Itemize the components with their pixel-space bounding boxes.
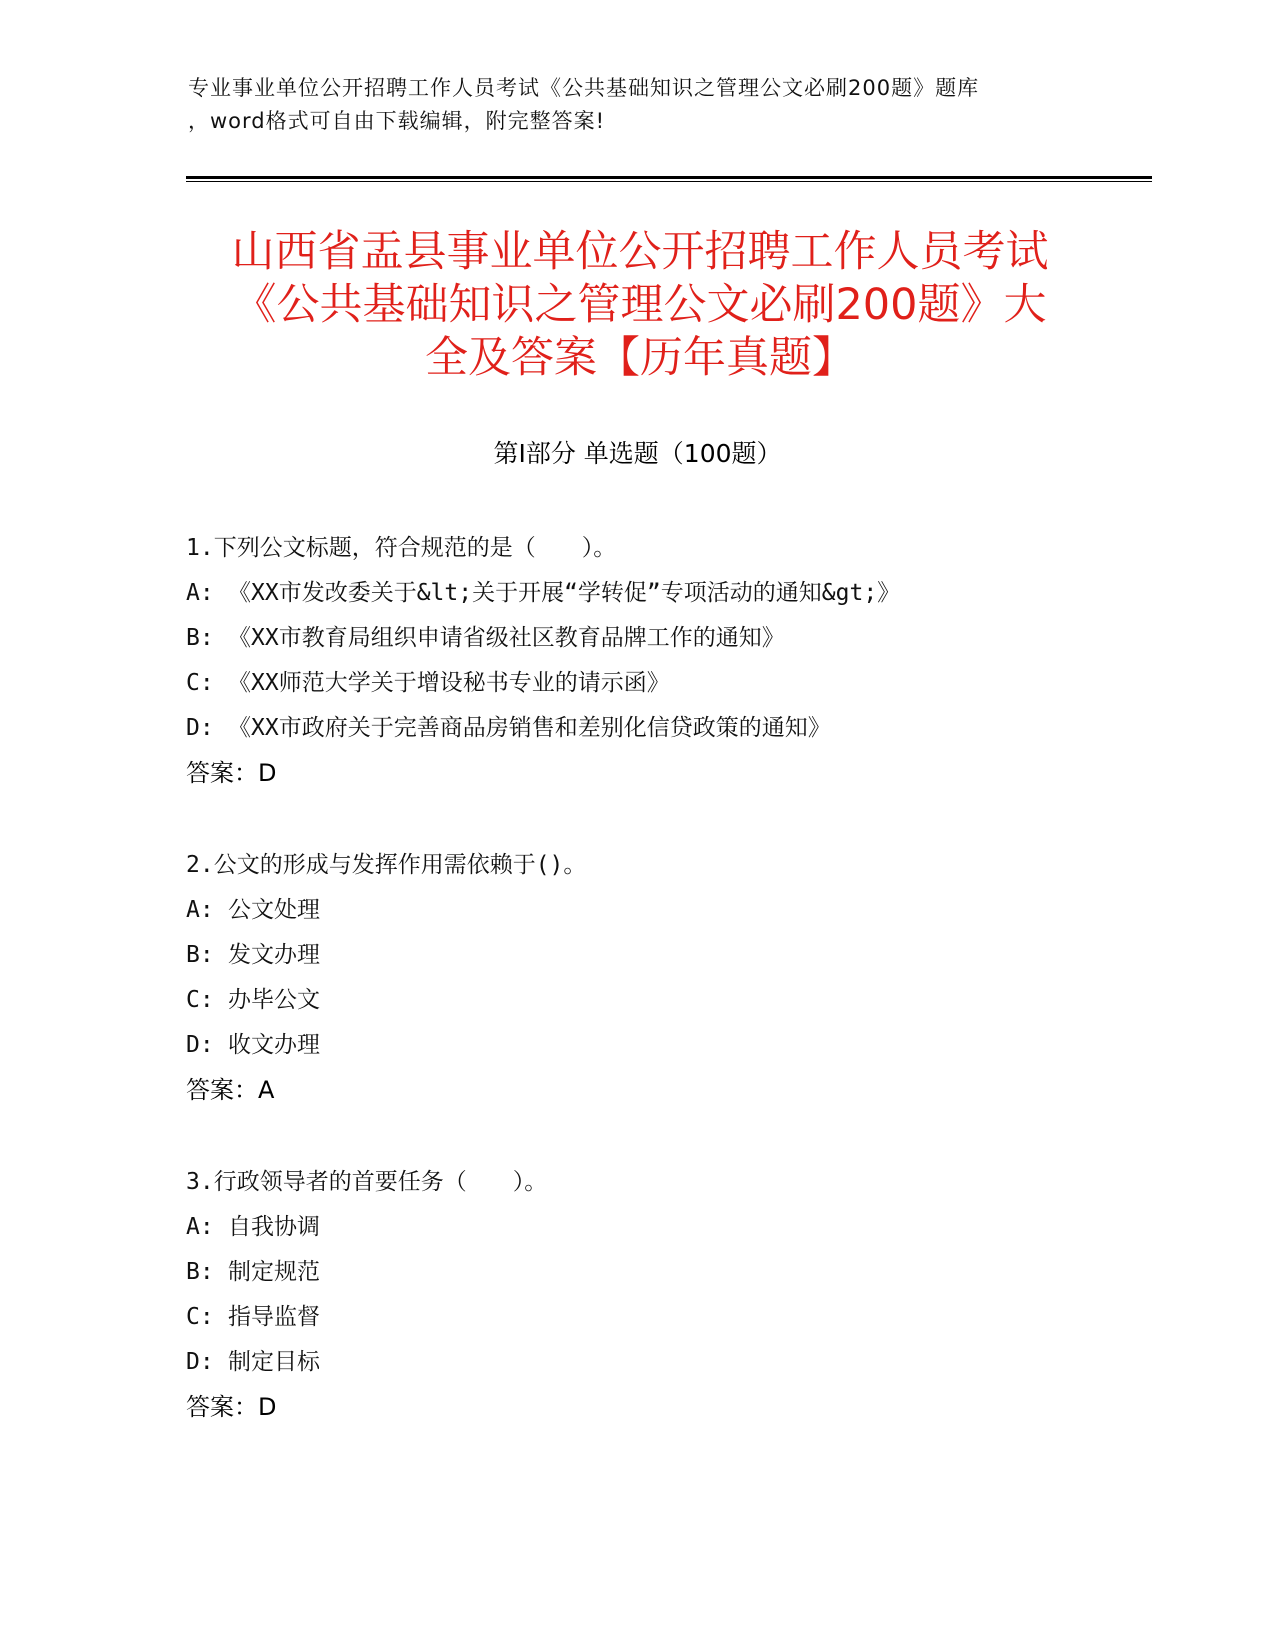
option-key: B: xyxy=(186,942,214,968)
option-text: 自我协调 xyxy=(228,1214,320,1240)
option-text: 《XX市教育局组织申请省级社区教育品牌工作的通知》 xyxy=(228,625,785,651)
option-text: 制定规范 xyxy=(228,1259,320,1285)
option-a xyxy=(186,888,1146,933)
document-title-line-3: 全及答案【历年真题】 xyxy=(425,333,855,383)
option-text: 指导监督 xyxy=(228,1304,320,1330)
option-key: C: xyxy=(186,670,214,696)
question-list xyxy=(186,526,1146,1477)
option-d xyxy=(186,706,1146,751)
header-divider-thin xyxy=(186,181,1152,182)
option-key: D: xyxy=(186,1349,214,1375)
option-b xyxy=(186,616,1146,661)
option-text: 《XX市政府关于完善商品房销售和差别化信贷政策的通知》 xyxy=(228,715,831,741)
option-key: D: xyxy=(186,715,214,741)
option-c xyxy=(186,1295,1146,1340)
option-text: 《XX师范大学关于增设秘书专业的请示函》 xyxy=(228,670,670,696)
option-key: C: xyxy=(186,987,214,1013)
option-a xyxy=(186,1205,1146,1250)
option-c xyxy=(186,661,1146,706)
option-key: B: xyxy=(186,1259,214,1285)
option-key: B: xyxy=(186,625,214,651)
option-key: A: xyxy=(186,897,214,923)
option-d xyxy=(186,1340,1146,1385)
option-b xyxy=(186,933,1146,978)
option-key: A: xyxy=(186,1214,214,1240)
header-divider-thick xyxy=(186,176,1152,179)
question-3 xyxy=(186,1160,1146,1430)
question-stem: 3.行政领导者的首要任务（ ）。 xyxy=(186,1169,548,1195)
option-text: 发文办理 xyxy=(228,942,320,968)
option-text: 公文处理 xyxy=(228,897,320,923)
question-stem: 2.公文的形成与发挥作用需依赖于()。 xyxy=(186,852,587,878)
document-title-line-1: 山西省盂县事业单位公开招聘工作人员考试 xyxy=(231,227,1049,277)
option-b xyxy=(186,1250,1146,1295)
answer: 答案：D xyxy=(186,1393,277,1421)
header-note xyxy=(188,72,1088,138)
answer: 答案：A xyxy=(186,1076,275,1104)
question-stem: 1.下列公文标题，符合规范的是（ ）。 xyxy=(186,535,617,561)
document-title-line-2: 《公共基础知识之管理公文必刷200题》大 xyxy=(233,280,1047,330)
option-key: A: xyxy=(186,580,214,606)
option-d xyxy=(186,1023,1146,1068)
option-c xyxy=(186,978,1146,1023)
option-key: D: xyxy=(186,1032,214,1058)
document-title xyxy=(160,226,1120,385)
option-text: 《XX市发改委关于&lt;关于开展“学转促”专项活动的通知&gt;》 xyxy=(228,580,901,606)
header-note-line-1: 专业事业单位公开招聘工作人员考试《公共基础知识之管理公文必刷200题》题库 xyxy=(188,76,980,100)
header-note-line-2: ，word格式可自由下载编辑，附完整答案! xyxy=(188,109,606,133)
section-heading: 第Ⅰ部分 单选题（100题） xyxy=(493,439,782,468)
question-2 xyxy=(186,843,1146,1113)
option-text: 制定目标 xyxy=(228,1349,320,1375)
option-a xyxy=(186,571,1146,616)
question-1 xyxy=(186,526,1146,796)
answer: 答案：D xyxy=(186,759,277,787)
option-text: 收文办理 xyxy=(228,1032,320,1058)
option-text: 办毕公文 xyxy=(228,987,320,1013)
option-key: C: xyxy=(186,1304,214,1330)
